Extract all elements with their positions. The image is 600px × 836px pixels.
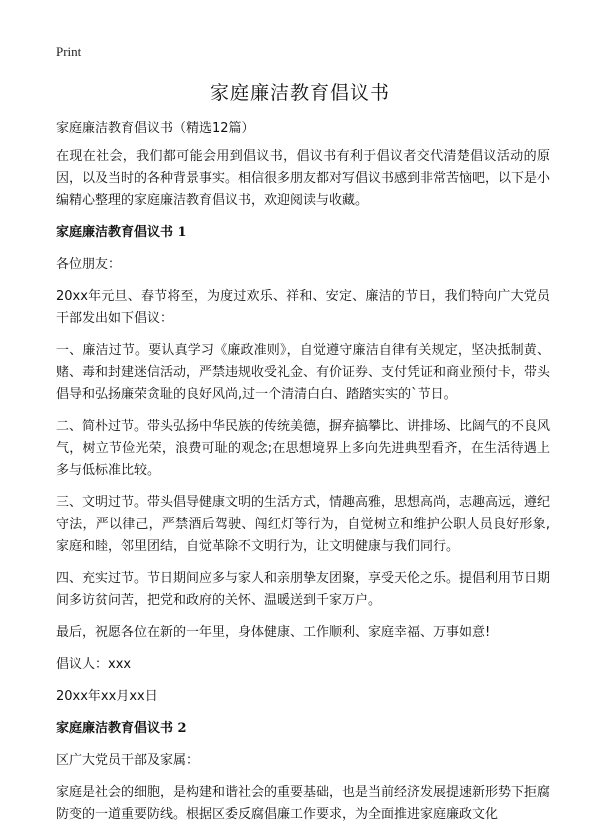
paragraph: 四、充实过节。节日期间应多与家人和亲朋挚友团聚，享受天伦之乐。提倡利用节日期间多访贫问苦，把党和政府的关怀、温暖送到千家万户。: [56, 571, 551, 608]
closing-wish: 最后，祝愿各位在新的一年里，身体健康、工作顺利、家庭幸福、万事如意!: [56, 625, 491, 640]
section-heading: 家庭廉洁教育倡议书 2: [56, 721, 187, 736]
signatory: 倡议人：xxx: [56, 657, 132, 672]
section-heading: 家庭廉洁教育倡议书 1: [56, 225, 187, 240]
paragraph: 一、廉洁过节。要认真学习《廉政准则》，自觉遵守廉洁自律有关规定，坚决抵制黄、赌、毒和封建迷信活动，严禁违规收受礼金、有价证券、支付凭证和商业预付卡，带头倡导和弘扬廉荣贪耻的良好风尚,过一个清清白白、踏踏实实的`节日。: [56, 343, 551, 402]
salutation: 各位朋友：: [56, 257, 122, 272]
date-line: 20xx年xx月xx日: [56, 689, 158, 704]
document-body: [56, 118, 550, 836]
salutation: 区广大党员干部及家属：: [56, 753, 200, 768]
intro-paragraph: 在现在社会，我们都可能会用到倡议书，倡议书有利于倡议者交代清楚倡议活动的原因，以及当时的各种背景事实。相信很多朋友都对写倡议书感到非常苦恼吧，以下是小编精心整理的家庭廉洁教育倡议书，欢迎阅读与收藏。: [56, 149, 551, 208]
paragraph: 三、文明过节。带头倡导健康文明的生活方式，情趣高雅，思想高尚，志趣高远，遵纪守法，严以律己，严禁酒后驾驶、闯红灯等行为，自觉树立和维护公职人员良好形象,家庭和睦，邻里团结，自觉革除不文明行为，让文明健康与我们同行。: [56, 495, 551, 554]
paragraph: 20xx年元旦、春节将至，为度过欢乐、祥和、安定、廉洁的节日，我们特向广大党员干部发出如下倡议：: [56, 289, 550, 326]
document-subtitle: 家庭廉洁教育倡议书（精选12篇）: [56, 121, 255, 136]
paragraph: 二、简朴过节。带头弘扬中华民族的传统美德，摒弃搞攀比、讲排场、比阔气的不良风气，树立节俭光荣，浪费可耻的观念;在思想境界上多向先进典型看齐，在生活待遇上多与低标准比较。: [56, 419, 551, 478]
paragraph: 家庭是社会的细胞，是构建和谐社会的重要基础，也是当前经济发展提速新形势下拒腐防变的一道重要防线。根据区委反腐倡廉工作要求，为全面推进家庭廉政文化: [56, 785, 551, 822]
print-link[interactable]: Print: [56, 44, 82, 59]
document-title: 家庭廉洁教育倡议书: [209, 82, 390, 104]
